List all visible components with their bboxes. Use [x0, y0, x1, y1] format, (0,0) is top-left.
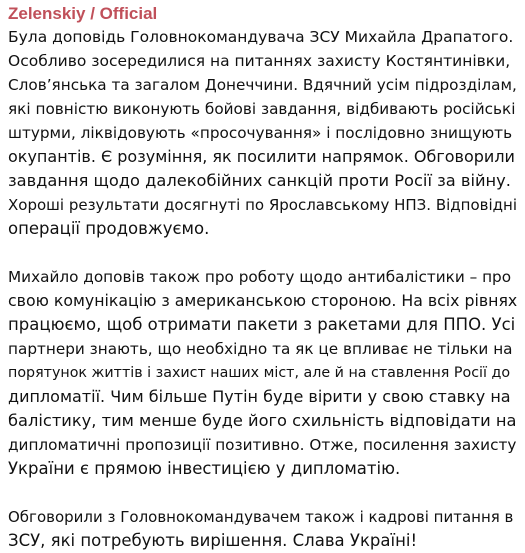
text-line: Особливо зосередилися на питаннях захисту Костянтинівки,	[8, 52, 511, 70]
text-line: Хороші результати досягнуті по Ярославському НПЗ. Відповідні	[8, 196, 517, 214]
message-text	[8, 25, 517, 553]
text-line: Слов’янська та загалом Донеччини. Вдячний усім підрозділам,	[8, 76, 517, 94]
text-line: окупантів. Є розуміння, як посилити напрямок. Обговорили	[8, 147, 515, 166]
message-paragraph-3	[8, 505, 517, 553]
text-line: працюємо, щоб отримати пакети з ракетами для ППО. Усі	[8, 315, 516, 334]
text-line: дипломатії. Чим більше Путін буде вірити у свою ставку на	[8, 387, 511, 406]
message-paragraph-2	[8, 265, 517, 481]
text-line: партнери знають, що необхідно та як це впливає не тільки на	[8, 340, 513, 358]
text-line: Михайло доповів також про роботу щодо антибалістики – про	[8, 268, 512, 286]
text-line: які повністю виконують бойові завдання, відбивають російські	[8, 100, 516, 118]
text-line: Обговорили з Головнокомандувачем також і кадрові питання в	[8, 508, 514, 526]
text-line: порятунок життів і захист наших міст, але й на ставлення Росії до	[8, 365, 511, 381]
text-line: України є прямою інвестицією у дипломатію.	[8, 459, 401, 478]
text-line: Була доповідь Головнокомандувача ЗСУ Михайла Драпатого.	[8, 28, 514, 46]
channel-name-link[interactable]: Zelenskiy / Official	[8, 4, 158, 23]
text-line: свою комунікацію з американською стороною. На всіх рівнях	[8, 291, 518, 310]
text-line: завдання щодо далекобійних санкцій проти Росії за війну.	[8, 171, 511, 190]
text-line: дипломатичні пропозиції позитивно. Отже, посилення захисту	[8, 436, 517, 454]
text-line: операції продовжуємо.	[8, 219, 210, 238]
message-paragraph-1	[8, 25, 517, 241]
text-line: ЗСУ, які потребують вирішення. Слава Україні!	[8, 531, 418, 550]
text-line: балістику, тим менше буде його схильність відповідати на	[8, 411, 517, 430]
text-line: штурми, ліквідовують «просочування» і послідовно знищують	[8, 124, 513, 142]
